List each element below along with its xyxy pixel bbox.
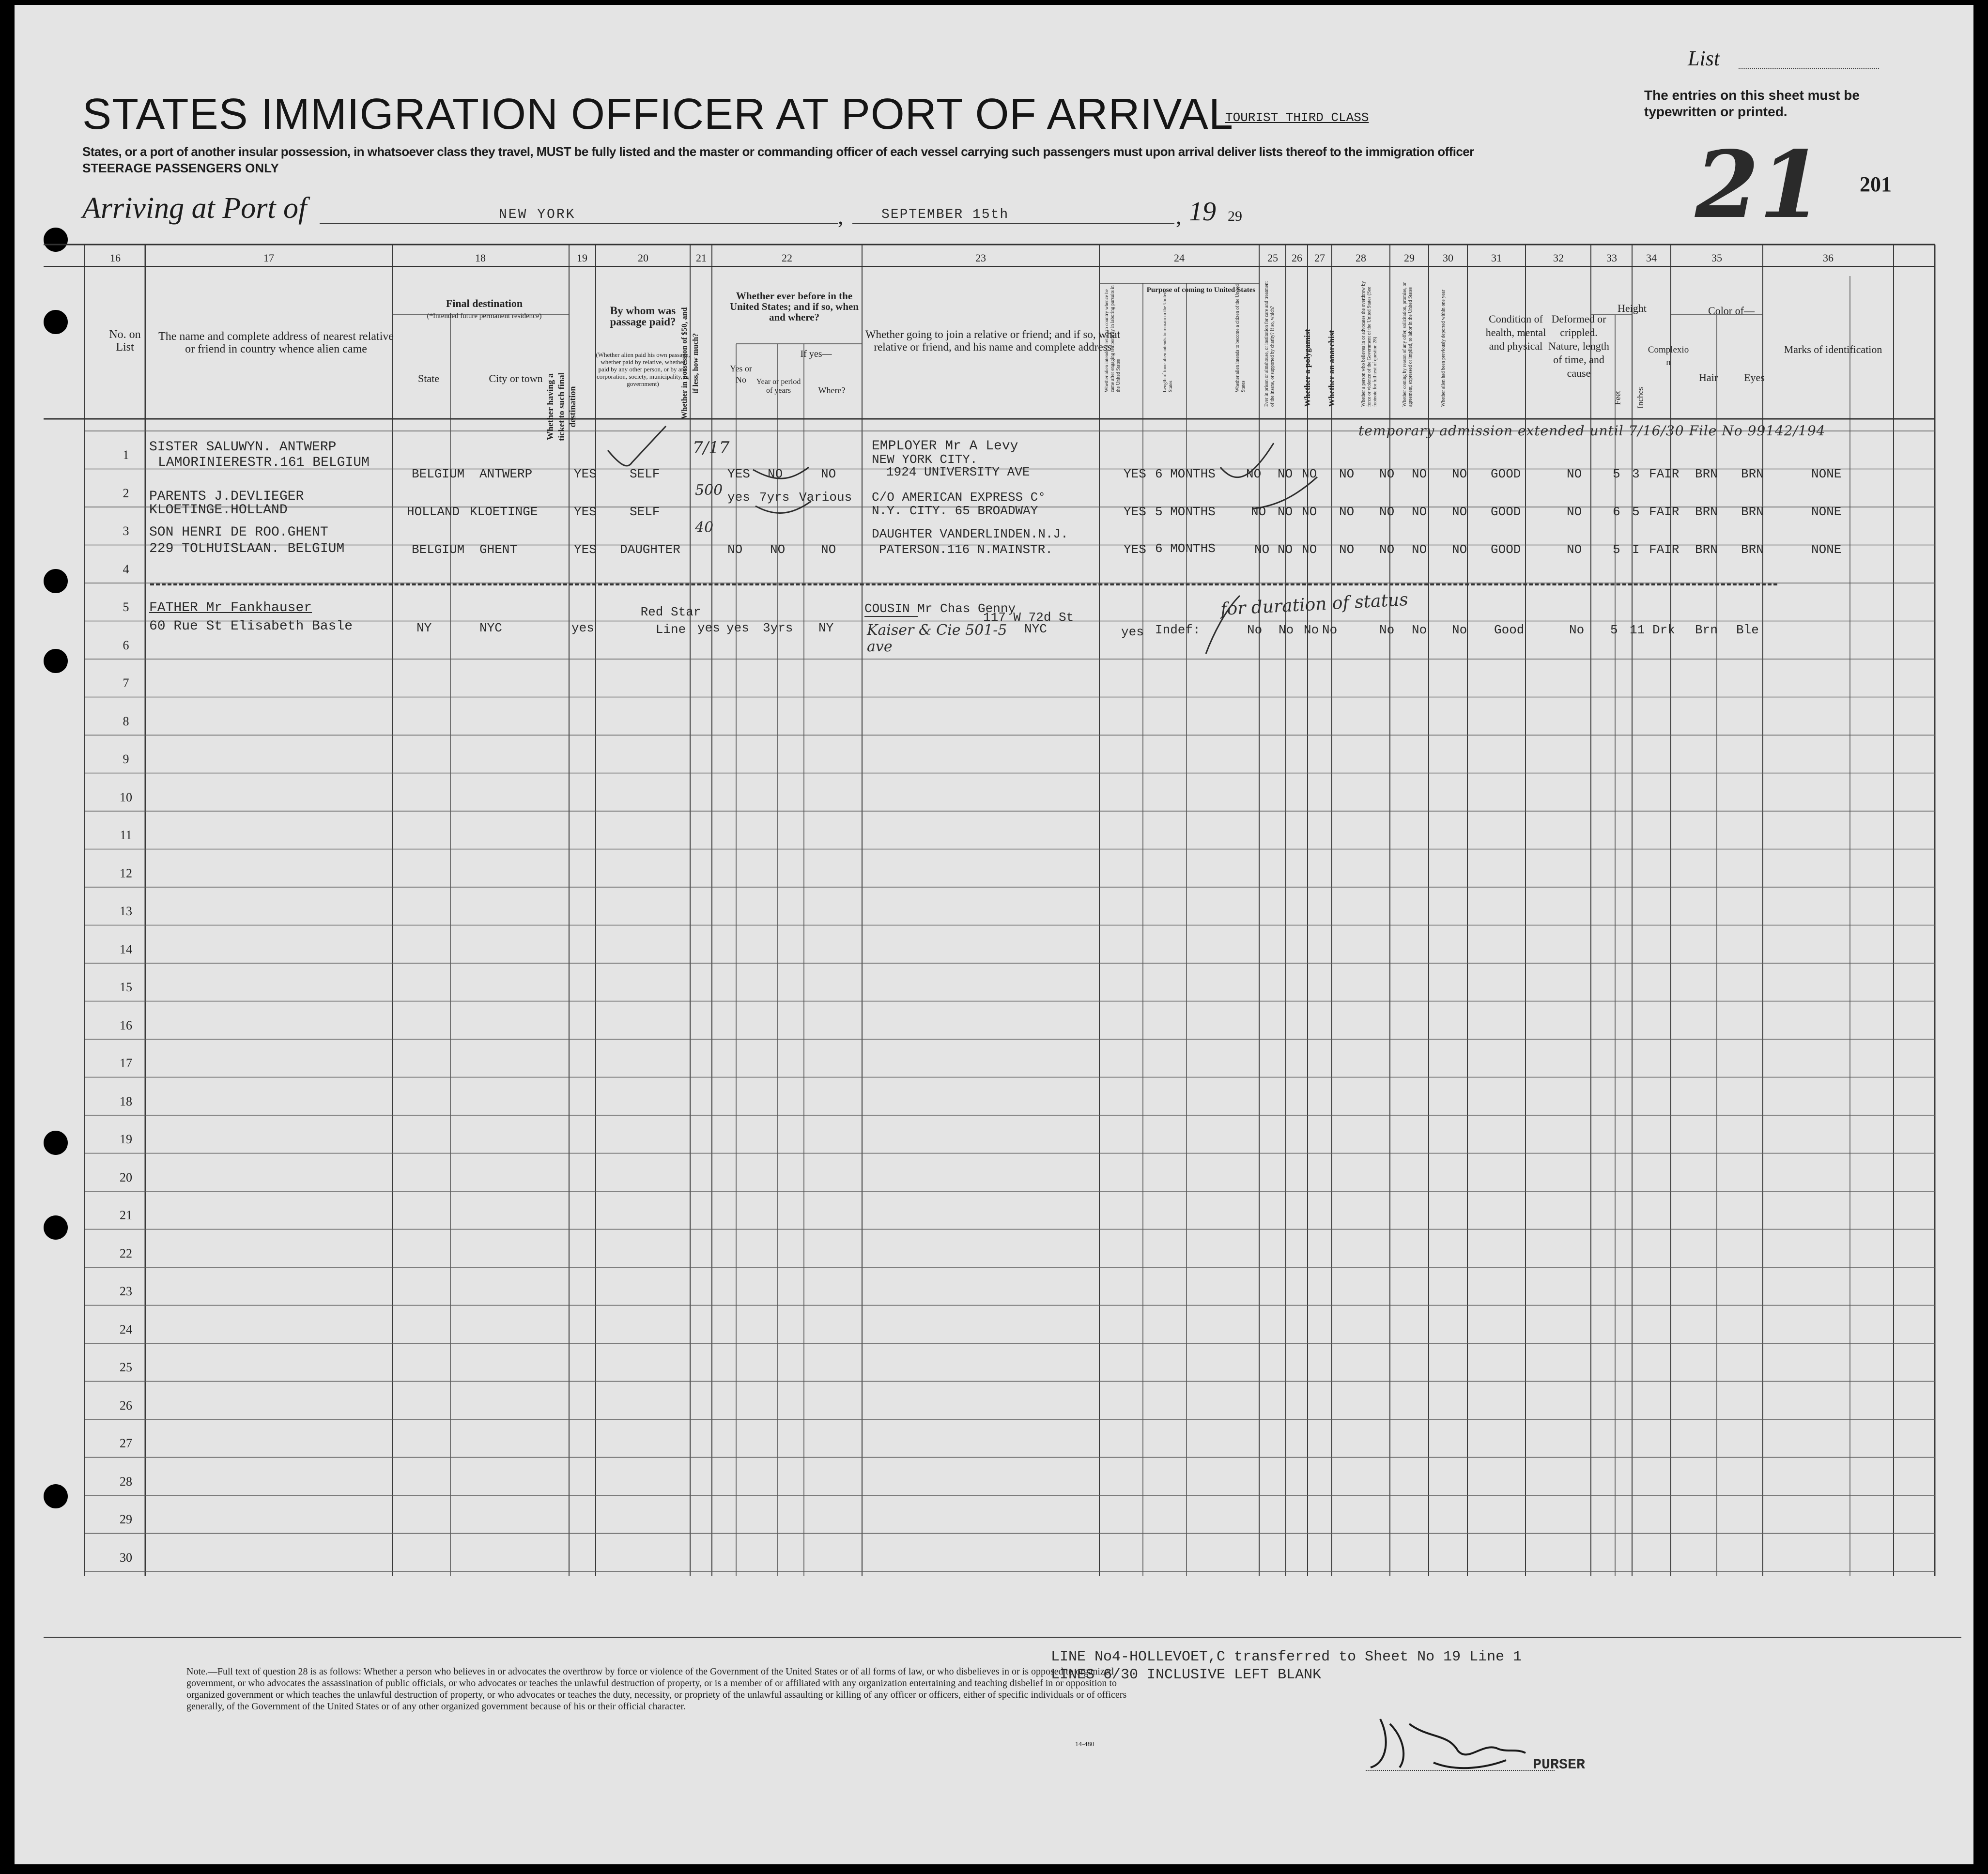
column-number: 23 [975,252,986,264]
citizen: NO [1246,467,1262,481]
column-number: 27 [1314,252,1325,264]
height-inches: 5 [1632,505,1640,519]
ticket: yes [571,621,594,635]
destination-city: KLOETINGE [470,505,538,519]
footer-rule [44,1637,1961,1638]
row-number: 27 [120,1436,132,1450]
where: NO [821,467,836,481]
money: yes [697,621,720,635]
row-number: 15 [120,980,132,994]
date-value: SEPTEMBER 15th [881,207,1009,222]
paid-by: DAUGHTER [620,542,680,557]
ticket: YES [574,505,597,519]
column-number: 30 [1443,252,1453,264]
row-number: 11 [120,828,132,842]
return-intent: YES [1124,542,1146,557]
relative-address: SISTER SALUWYN. ANTWERP [149,440,337,455]
row-number: 1 [123,448,129,462]
anarchist: No [1322,623,1338,637]
prison: NO [1278,467,1293,481]
port-value: NEW YORK [499,207,576,222]
polygamist: NO [1302,542,1317,557]
employer-annotation: Kaiser & Cie 501-5 ave [867,622,1007,655]
typewritten-note: The entries on this sheet must be typewritten or printed. [1644,88,1860,119]
hair: BRN [1695,467,1718,481]
row-number: 29 [120,1512,132,1526]
stay-length: 6 MONTHS [1155,541,1216,556]
header-purpose-return: Whether alien intends to return to country whence he came after engaging temporarily in laboring pursuits in the United States [1104,285,1121,392]
citizen: NO [1251,505,1266,519]
prison: No [1279,623,1294,637]
joining: DAUGHTER VANDERLINDEN.N.J. [872,527,1068,541]
header-anarchist: Whether an anarchist [1327,330,1336,407]
class-label: TOURIST THIRD CLASS [1225,110,1369,125]
row-number: 24 [120,1322,132,1336]
prison: NO [1278,505,1293,519]
header-polygamist: Whether a polygamist [1303,329,1312,407]
row-number: 19 [120,1132,132,1146]
row-number: 5 [123,600,129,614]
health: GOOD [1491,505,1521,519]
eyes: Ble [1736,623,1759,637]
complexion: FAIR [1649,542,1680,557]
stay-length: 6 MONTHS [1155,467,1216,481]
relative-address: SON HENRI DE ROO.GHENT [149,525,328,540]
header-period: Year or period of years [756,378,801,395]
ticket: YES [574,542,597,557]
column-number: 34 [1646,252,1657,264]
header-no-on-list: No. on List [109,328,141,353]
row-number: 21 [120,1208,132,1222]
header-marks: Marks of identification [1784,343,1882,355]
paid-by: Red Star Line [640,605,701,637]
deformed: NO [1567,505,1582,519]
before-in-us: yes [727,490,750,505]
row-number: 22 [120,1246,132,1260]
before-in-us: YES [727,467,750,481]
stamp-number: 201 [1860,172,1892,196]
row-number: 4 [123,562,129,576]
header-final-destination-sub: (*Intended future permanent residence) [427,312,542,320]
height-feet: 5 [1613,467,1620,481]
column-number: 20 [638,252,648,264]
destination-city: ANTWERP [479,467,533,481]
header-eyes: Eyes [1744,371,1765,384]
destination-city: NYC [479,621,502,635]
row-number: 3 [123,524,129,538]
header-ticket: Whether having a ticket to such final destination [545,372,577,441]
stay-length: 5 MONTHS [1155,505,1216,519]
period: NO [768,467,783,481]
header-feet: Feet [1613,390,1622,405]
eyes: BRN [1741,505,1764,519]
deformed: NO [1567,542,1582,557]
complexion: FAIR [1649,505,1680,519]
joining: C/O AMERICAN EXPRESS C° [872,490,1046,505]
header-join-relative: Whether going to join a relative or friend; and if so, what relative or friend, and his name and complete address [865,328,1121,353]
row-number: 23 [120,1284,132,1298]
joining: COUSIN Mr Chas Genny [864,601,1016,616]
row-number: 8 [123,714,129,728]
complexion: Drk [1652,623,1675,637]
relative-address: 60 Rue St Elisabeth Basle [149,619,353,634]
where: NO [821,542,836,557]
paid-by: SELF [630,505,660,519]
anarchist: NO [1339,467,1355,481]
deformed: No [1569,623,1585,637]
page-title: STATES IMMIGRATION OFFICER AT PORT OF ARRIVAL [82,90,1233,138]
extension-annotation: temporary admission extended until 7/16/30 File No 99142/194 [1358,423,1826,439]
deformed: NO [1567,467,1582,481]
stay-length: Indef: [1155,623,1201,637]
money-date-annotation: 7/17 [693,438,730,458]
row-number: 20 [120,1170,132,1184]
header-city: City or town [489,372,543,384]
relative-address: FATHER Mr Fankhauser [149,600,312,615]
deported: No [1452,623,1467,637]
joining: 1924 UNIVERSITY AVE [886,465,1030,479]
ticket: YES [574,467,597,481]
column-number: 36 [1823,252,1834,264]
row-number: 7 [123,676,129,690]
period: NO [770,542,786,557]
where: NY [818,621,834,635]
citizen: No [1247,623,1263,637]
header-yes-no: Yes or No [730,364,752,384]
marks: NONE [1811,542,1842,557]
labor-offer: No [1412,623,1427,637]
form-code: 14-480 [1075,1741,1094,1748]
paid-by: SELF [630,467,660,481]
header-nearest-relative: The name and complete address of nearest relative or friend in country whence alien came [158,330,394,355]
header-prison: Ever in prison or almshouse, or institution for care and treatment of the insane, or supported by charity? If so, which? [1264,281,1275,407]
header-passage-paid-sub: (Whether alien paid his own passage, whether paid by relative, whether paid by any other person, or by any corporation, society, municipality, or government) [596,351,690,387]
header-purpose: Purpose of coming to United States [1146,286,1256,294]
relative-address: KLOETINGE.HOLLAND [149,503,288,518]
question-28: NO [1379,467,1395,481]
header-passage-paid: By whom was passage paid? [610,305,676,328]
header-if-yes: If yes— [800,349,832,359]
joining: NEW YORK CITY. [872,452,978,467]
deported: NO [1452,542,1467,557]
height-inches: 11 [1630,623,1645,637]
joining: 117 W 72d St [983,610,1074,625]
question-28: NO [1379,505,1395,519]
header-color: Color of— [1708,305,1755,317]
header-final-destination: Final destination [446,297,523,309]
height-feet: 6 [1613,505,1620,519]
hair: Brn [1695,623,1718,637]
column-number: 31 [1491,252,1502,264]
destination-state: HOLLAND [407,505,460,519]
height-feet: 5 [1610,623,1618,637]
eyes: BRN [1741,467,1764,481]
column-number: 29 [1404,252,1415,264]
joining: EMPLOYER Mr A Levy [872,439,1018,454]
labor-offer: NO [1412,542,1427,557]
purser-label: PURSER [1533,1757,1586,1773]
money: 500 [695,482,723,499]
complexion: FAIR [1649,467,1680,481]
height-inches: I [1632,542,1640,557]
column-number: 26 [1292,252,1302,264]
row-number: 17 [120,1056,132,1070]
anarchist: NO [1339,505,1355,519]
citizen: NO [1254,542,1270,557]
column-number: 16 [110,252,121,264]
header-height: Height [1618,302,1647,314]
check-marks [15,5,1973,683]
prison: NO [1278,542,1293,557]
comma: , [838,204,844,229]
column-number: 17 [263,252,274,264]
header-purpose-length: Length of time alien intends to remain in the United States [1162,291,1173,392]
list-label: List [1688,46,1720,70]
instruction-line: States, or a port of another insular possession, in whatsoever class they travel, MUST be fully listed and the master or commanding officer of each vessel carrying such passengers must upon arrival deliver lists thereof to the immigration officer [82,144,1474,159]
relative-address: 229 TOLHUISLAAN. BELGIUM [149,541,345,556]
row-number: 28 [120,1474,132,1489]
polygamist: NO [1302,467,1317,481]
before-in-us: yes [726,621,749,635]
hair: BRN [1695,542,1718,557]
eyes: BRN [1741,542,1764,557]
question-28: No [1379,623,1395,637]
return-intent: yes [1121,625,1144,639]
destination-state: NY [416,621,432,635]
destination-state: BELGIUM [412,467,465,481]
year-suffix: 29 [1228,208,1242,224]
period: 7yrs [759,490,790,505]
year-prefix: 19 [1189,197,1216,227]
sheet-number: 21 [1695,131,1823,239]
row-number: 9 [123,752,129,766]
manifest-sheet [15,5,1973,1864]
header-question-28: Whether a person who believes in or advocates the overthrow by force or violence of the Government of the United States (See footnote for full text of question 28) [1361,281,1378,407]
row-number: 16 [120,1018,132,1032]
arriving-label: Arriving at Port of [82,192,307,225]
polygamist: NO [1302,505,1317,519]
header-hair: Hair [1698,371,1718,384]
row-number: 12 [120,866,132,880]
column-number: 35 [1711,252,1722,264]
hair: BRN [1695,505,1718,519]
relative-address: LAMORINIERESTR.161 BELGIUM [158,455,370,470]
height-inches: 3 [1632,467,1640,481]
blank-lines-note: LINES 6/30 INCLUSIVE LEFT BLANK [1051,1667,1322,1683]
column-number: 28 [1356,252,1366,264]
footnote-question-28: Note.—Full text of question 28 is as follows: Whether a person who believes in or advocates the overthrow by force or violence of the Government of the United States or of all forms of law, or who disbelieves in or is opposed to organized government, or who advocates the assassination of public officials, or who advocates or teaches the unlawful destruction of property, or is a member of or affiliated with any organization entertaining and teaching disbelief in or opposition to organized government or which teaches the unlawful destruction of property, or who advocates or teaches the duty, necessity, or propriety of the unlawful assaulting or killing of any officer or officers, either of specific individuals or of officers generally, of the Government of the United States or of any other organized government because of his or their official character. [186,1666,1127,1712]
height-feet: 5 [1613,542,1620,557]
period: 3yrs [763,621,793,635]
deported: NO [1452,505,1467,519]
header-labor-offer: Whether coming by reason of any offer, solicitation, promise, or agreement, expressed or implied, to labor in the United States [1402,282,1413,407]
header-purpose-citizen: Whether alien intends to become a citizen of the United States [1235,284,1246,392]
column-number: 33 [1606,252,1617,264]
deported: NO [1452,467,1467,481]
header-deported: Whether alien had been previously deported within one year [1441,290,1446,407]
polygamist: No [1304,623,1319,637]
marks: NONE [1811,467,1842,481]
where: Various [799,490,852,505]
duration-annotation: for duration of status [1220,589,1409,620]
header-deformed: Deformed or crippled. Nature, length of time, and cause [1548,313,1609,379]
joining: PATERSON.116 N.MAINSTR. [879,542,1053,557]
header-inches: Inches [1635,387,1645,409]
row-number: 25 [120,1360,132,1374]
row-number: 10 [120,790,132,804]
health: GOOD [1491,467,1521,481]
signature-line [1366,1770,1555,1771]
row-number: 18 [120,1094,132,1108]
header-complexion: Complexion [1648,345,1689,368]
steerage-label: STEERAGE PASSENGERS ONLY [82,161,279,175]
before-in-us: NO [727,542,743,557]
marks: NONE [1811,505,1842,519]
column-number: 24 [1174,252,1185,264]
row-number: 14 [120,942,132,956]
column-number: 18 [475,252,486,264]
destination-city: GHENT [479,542,518,557]
row-number: 26 [120,1398,132,1413]
health: GOOD [1491,542,1521,557]
column-number: 32 [1553,252,1564,264]
header-before-in-us: Whether ever before in the United States; and if so, when and where? [729,290,859,323]
column-number: 21 [696,252,707,264]
header-health: Condition of health, mental and physical [1485,313,1546,352]
return-intent: YES [1124,467,1146,481]
header-where: Where? [818,385,846,395]
return-intent: YES [1124,505,1146,519]
joining: NYC [1024,622,1047,636]
anarchist: NO [1339,542,1355,557]
header-money: Whether in possession of $50, and if less, how much? [680,307,700,419]
destination-state: BELGIUM [412,542,465,557]
question-28: NO [1379,542,1395,557]
joining: N.Y. CITY. 65 BROADWAY [872,504,1038,518]
labor-offer: NO [1412,505,1427,519]
column-number: 19 [577,252,587,264]
money: 40 [695,519,714,536]
health: Good [1494,623,1525,637]
transfer-note: LINE No4-HOLLEVOET,C transferred to Sheet No 19 Line 1 [1051,1649,1522,1665]
row-number: 13 [120,904,132,918]
header-state: State [418,372,439,384]
relative-address: PARENTS J.DEVLIEGER [149,489,304,504]
column-number: 22 [782,252,792,264]
column-number: 25 [1267,252,1278,264]
labor-offer: NO [1412,467,1427,481]
row-number: 6 [123,638,129,652]
row-number: 30 [120,1550,132,1565]
comma: , [1176,204,1182,229]
row-number: 2 [123,486,129,500]
